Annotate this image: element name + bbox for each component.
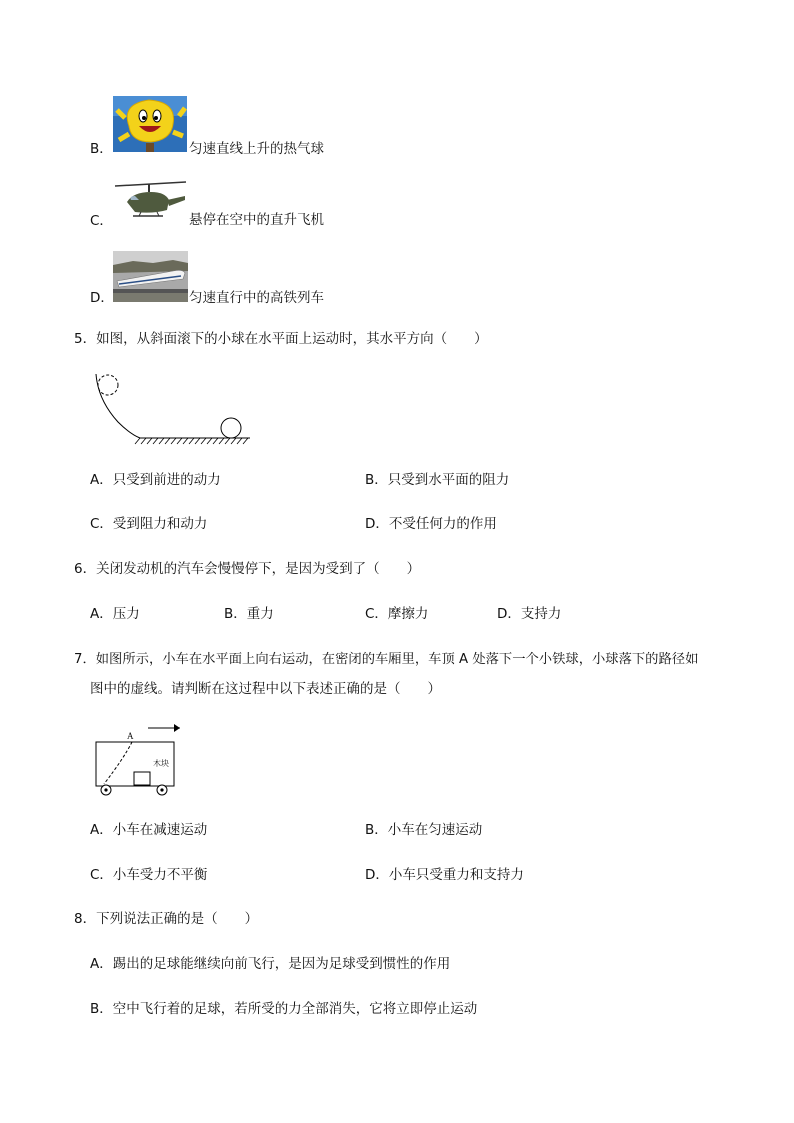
q5-option-d: D．不受任何力的作用 bbox=[365, 516, 497, 532]
q8-stem: 8．下列说法正确的是（ ） bbox=[74, 911, 259, 927]
q4-option-b-letter: B． bbox=[90, 141, 113, 157]
q6-option-a: A．压力 bbox=[90, 606, 140, 622]
q5-incline-figure bbox=[88, 370, 258, 450]
hot-air-balloon-photo bbox=[113, 96, 187, 152]
q7-option-b: B．小车在匀速运动 bbox=[365, 822, 483, 838]
q7-option-d: D．小车只受重力和支持力 bbox=[365, 867, 524, 883]
q7-cart-figure bbox=[94, 718, 184, 798]
q5-option-c: C．受到阻力和动力 bbox=[90, 516, 208, 532]
q4-option-b-text: 匀速直线上升的热气球 bbox=[189, 141, 324, 157]
q4-option-d-text: 匀速直行中的高铁列车 bbox=[189, 290, 324, 306]
q6-option-c: C．摩擦力 bbox=[365, 606, 429, 622]
q6-option-d: D．支持力 bbox=[497, 606, 562, 622]
q7-figure-label-block: 木块 bbox=[153, 759, 169, 768]
q7-option-c: C．小车受力不平衡 bbox=[90, 867, 208, 883]
high-speed-train-photo bbox=[113, 251, 188, 302]
q4-option-c-text: 悬停在空中的直升飞机 bbox=[189, 212, 324, 228]
helicopter-photo bbox=[113, 176, 188, 226]
q6-stem: 6．关闭发动机的汽车会慢慢停下，是因为受到了（ ） bbox=[74, 561, 421, 577]
q5-option-a: A．只受到前进的动力 bbox=[90, 472, 221, 488]
q7-figure-label-a: A bbox=[127, 731, 134, 741]
q7-stem-line2: 图中的虚线。请判断在这过程中以下表述正确的是（ ） bbox=[90, 681, 441, 697]
q7-option-a: A．小车在减速运动 bbox=[90, 822, 208, 838]
q5-option-b: B．只受到水平面的阻力 bbox=[365, 472, 510, 488]
q5-stem: 5．如图，从斜面滚下的小球在水平面上运动时，其水平方向（ ） bbox=[74, 331, 488, 347]
q8-option-a: A．踢出的足球能继续向前飞行，是因为足球受到惯性的作用 bbox=[90, 956, 451, 972]
q4-option-d-letter: D． bbox=[90, 290, 114, 306]
q7-stem-line1: 7．如图所示，小车在水平面上向右运动，在密闭的车厢里，车顶 A 处落下一个小铁球，小球落下的路径如 bbox=[74, 652, 699, 667]
q6-option-b: B．重力 bbox=[224, 606, 274, 622]
q8-option-b: B．空中飞行着的足球，若所受的力全部消失，它将立即停止运动 bbox=[90, 1001, 478, 1017]
q4-option-c-letter: C． bbox=[90, 213, 113, 229]
